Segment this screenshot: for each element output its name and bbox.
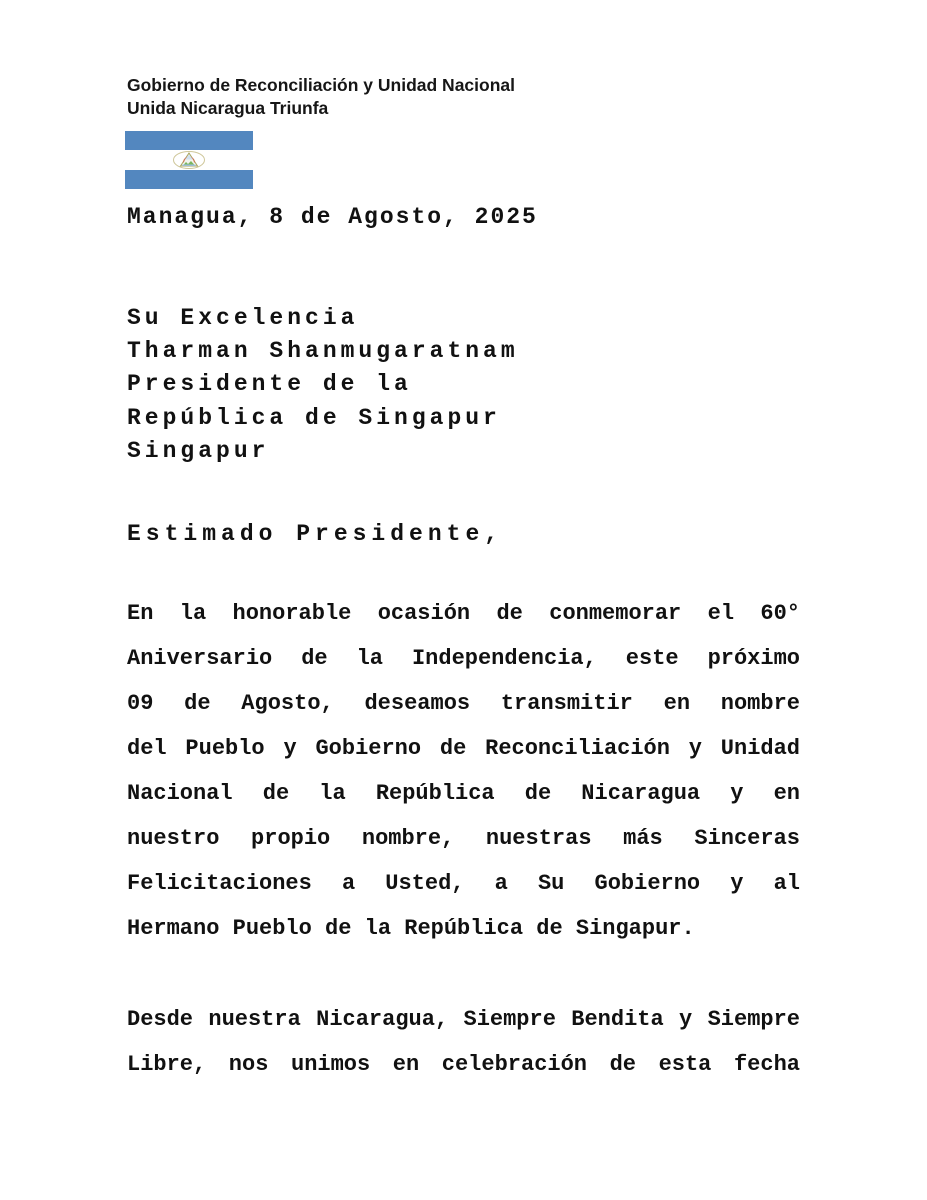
recipient-block (127, 302, 519, 468)
body-paragraph-2 (127, 997, 800, 1087)
paragraph-line: Nacional de la República de Nicaragua y en (127, 781, 800, 806)
nicaragua-flag (125, 131, 253, 189)
recipient-name: Tharman Shanmugaratnam (127, 338, 519, 365)
letterhead-line-1: Gobierno de Reconciliación y Unidad Nacional (127, 75, 515, 95)
flag-stripe-bottom (125, 170, 253, 189)
coat-of-arms-icon (172, 151, 206, 170)
paragraph-line: nuestro propio nombre, nuestras más Sinceras (127, 826, 800, 851)
letterhead (127, 74, 515, 120)
recipient-title-line-1: Presidente de la (127, 371, 412, 398)
letterhead-line-2: Unida Nicaragua Triunfa (127, 98, 329, 118)
paragraph-line: Desde nuestra Nicaragua, Siempre Bendita y Siempre (127, 1007, 800, 1032)
paragraph-line: En la honorable ocasión de conmemorar el 60° (127, 601, 800, 626)
recipient-country: Singapur (127, 437, 270, 464)
paragraph-line: Libre, nos unimos en celebración de esta fecha (127, 1052, 800, 1077)
recipient-honorific: Su Excelencia (127, 305, 359, 331)
paragraph-line: del Pueblo y Gobierno de Reconciliación y Unidad (127, 736, 800, 761)
salutation: Estimado Presidente, (127, 521, 504, 547)
paragraph-line: Felicitaciones a Usted, a Su Gobierno y al (127, 871, 800, 896)
paragraph-line: 09 de Agosto, deseamos transmitir en nombre (127, 691, 800, 716)
date-line: Managua, 8 de Agosto, 2025 (127, 204, 538, 230)
body-paragraph-1 (127, 591, 800, 951)
paragraph-line: Aniversario de la Independencia, este próximo (127, 646, 800, 671)
flag-stripe-middle (125, 150, 253, 170)
recipient-title-line-2: República de Singapur (127, 404, 501, 431)
flag-stripe-top (125, 131, 253, 150)
paragraph-line: Hermano Pueblo de la República de Singapur. (127, 916, 695, 941)
